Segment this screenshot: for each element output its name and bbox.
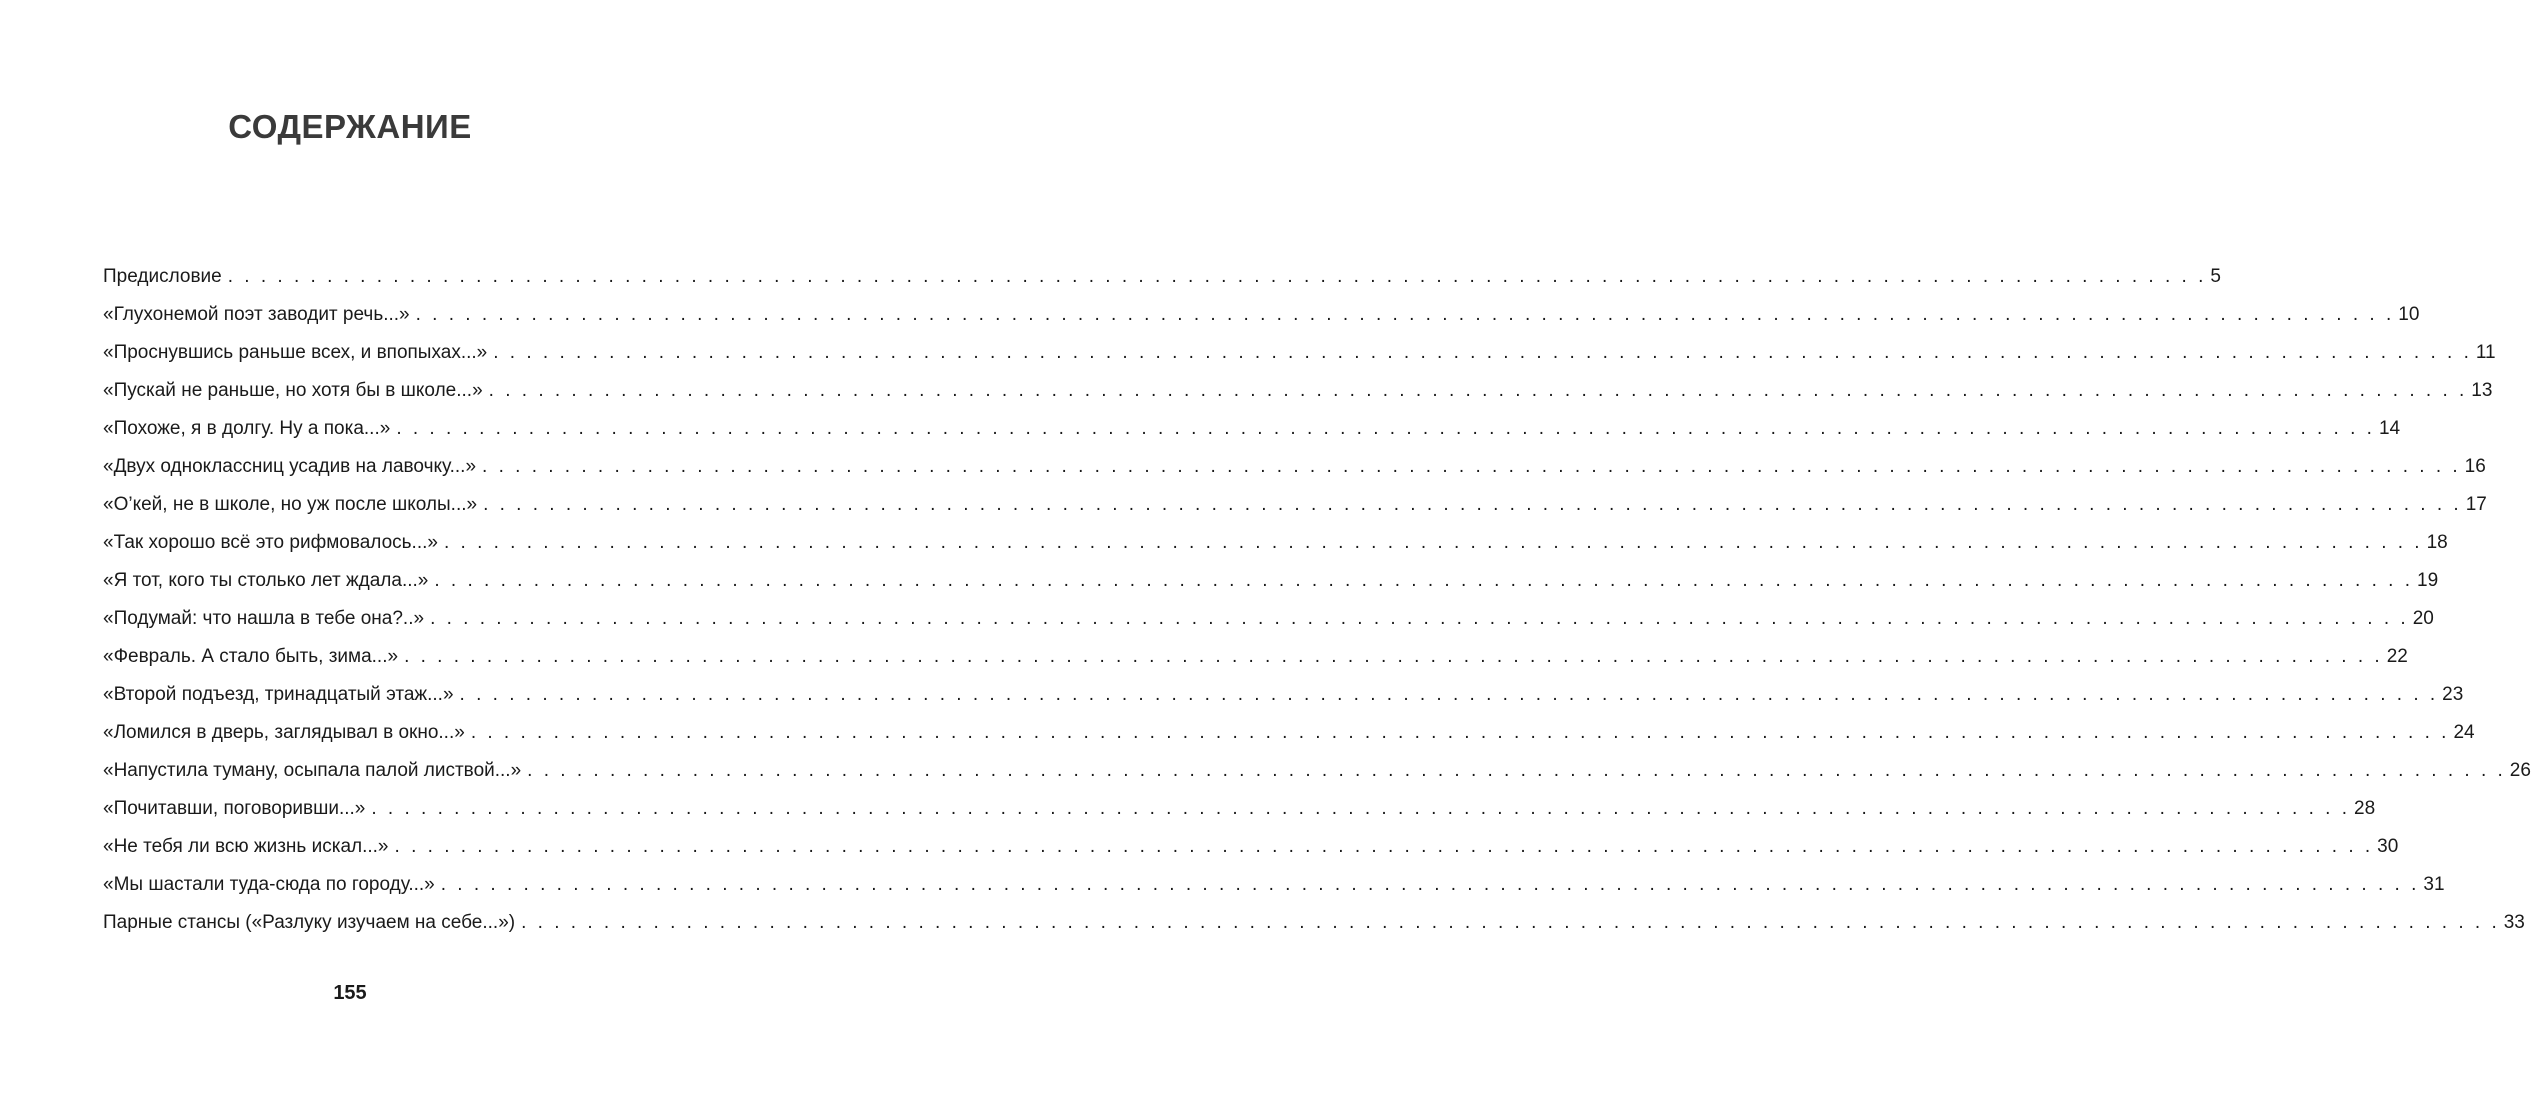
toc-entry [103,334,2496,372]
toc-entry-title: «Февраль. А стало быть, зима...» [103,646,399,667]
toc-entry [103,562,2439,600]
toc-leader-dots: . . . . . . . . . . . . . . . . . . . . . . . . . . . . . . . . . . . . . . . . . . . . . . . . . . . . . . . . . . . . . . . . . . . . . . . . . . . . . . . . . . . . . . . . . . . . . . . . . . . . . . . . . . . . . . . . . . . . . . . . [493,342,2472,363]
toc-leader-dots: . . . . . . . . . . . . . . . . . . . . . . . . . . . . . . . . . . . . . . . . . . . . . . . . . . . . . . . . . . . . . . . . . . . . . . . . . . . . . . . . . . . . . . . . . . . . . . . . . . . . . . . . . . . . . . . . . . . . . . . . [430,608,2409,629]
table-of-contents [103,258,2531,942]
toc-entry-title: «Пускай не раньше, но хотя бы в школе...» [103,380,483,401]
toc-entry [103,296,2420,334]
toc-entry-title: «Подумай: что нашла в тебе она?..» [103,608,425,629]
toc-entry-title: «Почитавши, поговоривши...» [103,798,366,819]
toc-leader-dots: . . . . . . . . . . . . . . . . . . . . . . . . . . . . . . . . . . . . . . . . . . . . . . . . . . . . . . . . . . . . . . . . . . . . . . . . . . . . . . . . . . . . . . . . . . . . . . . . . . . . . . . . . . . . . . . . . . . . . . . . [371,798,2351,819]
toc-entry-page: 19 [2417,570,2439,591]
toc-leader-dots: . . . . . . . . . . . . . . . . . . . . . . . . . . . . . . . . . . . . . . . . . . . . . . . . . . . . . . . . . . . . . . . . . . . . . . . . . . . . . . . . . . . . . . . . . . . . . . . . . . . . . . . . . . . . . . . . . . . . . . . . [443,532,2423,553]
toc-entry-page: 13 [2471,380,2493,401]
toc-leader-dots: . . . . . . . . . . . . . . . . . . . . . . . . . . . . . . . . . . . . . . . . . . . . . . . . . . . . . . . . . . . . . . . . . . . . . . . . . . . . . . . . . . . . . . . . . . . . . . . . . . . . . . . . . . . . . . . . . . . . . . . . [482,456,2461,477]
toc-entry-title: «Не тебя ли всю жизнь искал...» [103,836,389,857]
toc-entry [103,410,2401,448]
toc-entry-page: 14 [2378,418,2401,439]
toc-entry [103,828,2399,866]
toc-entry-title: Предисловие [103,266,222,287]
toc-entry [103,524,2448,562]
toc-entry [103,600,2434,638]
page-number: 155 [333,982,367,1004]
toc-entry-title: «Проснувшись раньше всех, и впопыхах...» [103,342,488,363]
toc-entry-page: 11 [2475,342,2496,363]
toc-entry-title: «Ломился в дверь, заглядывал в окно...» [103,722,465,743]
toc-entry [103,790,2376,828]
toc-entry-page: 17 [2465,494,2487,515]
toc-entry-title: «Так хорошо всё это рифмовалось...» [103,532,438,553]
toc-entry [103,752,2531,790]
toc-entry [103,372,2493,410]
page-title: СОДЕРЖАНИЕ [228,108,472,145]
toc-entry-page: 23 [2442,684,2464,705]
toc-leader-dots: . . . . . . . . . . . . . . . . . . . . . . . . . . . . . . . . . . . . . . . . . . . . . . . . . . . . . . . . . . . . . . . . . . . . . . . . . . . . . . . . . . . . . . . . . . . . . . . . . . . . . . . . . . . . . . . . . . . . . . . . [483,494,2462,515]
toc-leader-dots: . . . . . . . . . . . . . . . . . . . . . . . . . . . . . . . . . . . . . . . . . . . . . . . . . . . . . . . . . . . . . . . . . . . . . . . . . . . . . . . . . . . . . . . . . . . . . . . . . . . . . . . . . . . . . . . . . . . . . . . . [470,722,2450,743]
toc-entry [103,714,2475,752]
toc-leader-dots: . . . . . . . . . . . . . . . . . . . . . . . . . . . . . . . . . . . . . . . . . . . . . . . . . . . . . . . . . . . . . . . . . . . . . . . . . . . . . . . . . . . . . . . . . . . . . . . . . . . . . . . . . . . . . . . . . . . . . . . . [459,684,2439,705]
toc-leader-dots: . . . . . . . . . . . . . . . . . . . . . . . . . . . . . . . . . . . . . . . . . . . . . . . . . . . . . . . . . . . . . . . . . . . . . . . . . . . . . . . . . . . . . . . . . . . . . . . . . . . . . . . . . . . . . . . . . . . . . . . . [404,646,2383,667]
toc-entry-page: 26 [2509,760,2531,781]
toc-leader-dots: . . . . . . . . . . . . . . . . . . . . . . . . . . . . . . . . . . . . . . . . . . . . . . . . . . . . . . . . . . . . . . . . . . . . . . . . . . . . . . . . . . . . . . . . . . . . . . . . . . . . . . . . . . . . . . . . . . . . . . . . [396,418,2375,439]
toc-entry-title: «Глухонемой поэт заводит речь...» [103,304,410,325]
toc-entry-title: Парные стансы («Разлуку изучаем на себе...») [103,912,516,933]
toc-entry-page: 10 [2398,304,2420,325]
toc-entry-page: 30 [2377,836,2399,857]
toc-entry [103,866,2445,904]
toc-entry-title: «Мы шастали туда-сюда по городу...» [103,874,435,895]
toc-leader-dots: . . . . . . . . . . . . . . . . . . . . . . . . . . . . . . . . . . . . . . . . . . . . . . . . . . . . . . . . . . . . . . . . . . . . . . . . . . . . . . . . . . . . . . . . . . . . . . . . . . . . . . . . . . . . . . . . . . . . . . . . [521,912,2500,933]
toc-leader-dots: . . . . . . . . . . . . . . . . . . . . . . . . . . . . . . . . . . . . . . . . . . . . . . . . . . . . . . . . . . . . . . . . . . . . . . . . . . . . . . . . . . . . . . . . . . . . . . . . . . . . . . . . . . . . . . . . . . . . . . . . [440,874,2420,895]
toc-entry-title: «Напустила туману, осыпала палой листвой...» [103,760,522,781]
toc-leader-dots: . . . . . . . . . . . . . . . . . . . . . . . . . . . . . . . . . . . . . . . . . . . . . . . . . . . . . . . . . . . . . . . . . . . . . . . . . . . . . . . . . . . . . . . . . . . . . . . . . . . . . . . . . . . . . . . . . . . . . . . . [527,760,2506,781]
toc-entry [103,258,2221,296]
toc-entry [103,448,2486,486]
toc-entry-title: «Похоже, я в долгу. Ну а пока...» [103,418,391,439]
toc-entry-title: «Второй подъезд, тринадцатый этаж...» [103,684,454,705]
toc-entry-page: 18 [2426,532,2448,553]
toc-entry-page: 24 [2453,722,2475,743]
toc-entry-title: «Я тот, кого ты столько лет ждала...» [103,570,429,591]
toc-leader-dots: . . . . . . . . . . . . . . . . . . . . . . . . . . . . . . . . . . . . . . . . . . . . . . . . . . . . . . . . . . . . . . . . . . . . . . . . . . . . . . . . . . . . . . . . . . . . . . . . . . . . . . . . . . . . . . . . . . . . . . . . [434,570,2414,591]
toc-leader-dots: . . . . . . . . . . . . . . . . . . . . . . . . . . . . . . . . . . . . . . . . . . . . . . . . . . . . . . . . . . . . . . . . . . . . . . . . . . . . . . . . . . . . . . . . . . . . . . . . . . . . . . . . . . . . . . . . . . . . . . . . [488,380,2468,401]
toc-entry-page: 16 [2464,456,2486,477]
toc-entry-page: 22 [2386,646,2408,667]
toc-entry [103,486,2487,524]
toc-entry-page: 33 [2503,912,2525,933]
toc-leader-dots: . . . . . . . . . . . . . . . . . . . . . . . . . . . . . . . . . . . . . . . . . . . . . . . . . . . . . . . . . . . . . . . . . . . . . . . . . . . . . . . . . . . . . . . . . . . . . . . . . . . . . . . . . . . . . . . . . . . . . . . . [394,836,2374,857]
toc-entry-title: «О’кей, не в школе, но уж после школы...» [103,494,478,515]
toc-entry [103,638,2408,676]
toc-entry-title: «Двух одноклассниц усадив на лавочку...» [103,456,477,477]
toc-entry-page: 5 [2210,266,2221,287]
toc-leader-dots: . . . . . . . . . . . . . . . . . . . . . . . . . . . . . . . . . . . . . . . . . . . . . . . . . . . . . . . . . . . . . . . . . . . . . . . . . . . . . . . . . . . . . . . . . . . . . . . . . . . . . . . . . . . . . . . . . . . . . . . . [415,304,2395,325]
toc-entry [103,904,2525,942]
toc-entry-page: 31 [2423,874,2445,895]
toc-entry-page: 28 [2354,798,2376,819]
toc-leader-dots: . . . . . . . . . . . . . . . . . . . . . . . . . . . . . . . . . . . . . . . . . . . . . . . . . . . . . . . . . . . . . . . . . . . . . . . . . . . . . . . . . . . . . . . . . . . . . . . . . . . . . . . . . . . . . . . . . . . . . . . . [227,266,2207,287]
toc-entry-page: 20 [2412,608,2434,629]
toc-entry [103,676,2464,714]
